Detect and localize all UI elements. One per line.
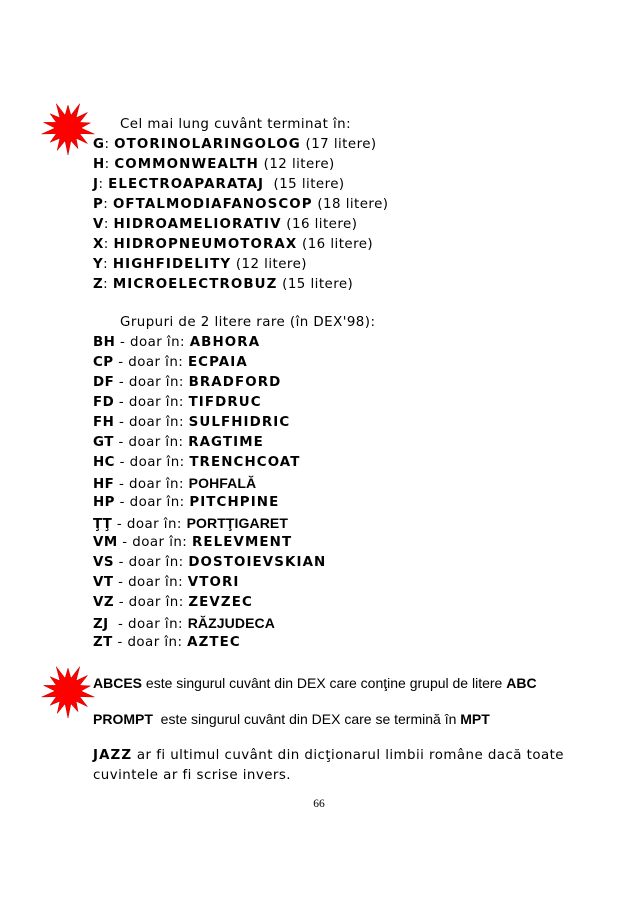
- list-item: HC - doar în: TRENCHCOAT: [93, 455, 301, 470]
- list-item: HP - doar în: PITCHPINE: [93, 495, 280, 510]
- list-item: P: OFTALMODIAFANOSCOP (18 litere): [93, 197, 389, 212]
- list-item: VS - doar în: DOSTOIEVSKIAN: [93, 555, 327, 570]
- list-item: FH - doar în: SULFHIDRIC: [93, 415, 291, 430]
- list-item: ŢŢ - doar în: PORTŢIGARET: [93, 515, 288, 532]
- list-item: X: HIDROPNEUMOTORAX (16 litere): [93, 237, 374, 252]
- list-item: Y: HIGHFIDELITY (12 litere): [93, 257, 307, 272]
- red-star-burst-icon: [40, 663, 96, 719]
- list-item: J: ELECTROAPARATAJ (15 litere): [93, 177, 345, 192]
- list-item: Z: MICROELECTROBUZ (15 litere): [93, 277, 354, 292]
- list-item: GT - doar în: RAGTIME: [93, 435, 264, 450]
- list-item: DF - doar în: BRADFORD: [93, 375, 282, 390]
- list-item: VZ - doar în: ZEVZEC: [93, 595, 253, 610]
- section1-heading: Cel mai lung cuvânt terminat în:: [120, 117, 352, 132]
- list-item: HF - doar în: POHFALĂ: [93, 475, 257, 492]
- list-item: G: OTORINOLARINGOLOG (17 litere): [93, 137, 377, 152]
- fact-jazz-continuation: cuvintele ar fi scrise invers.: [93, 768, 291, 783]
- list-item: VM - doar în: RELEVMENT: [93, 535, 293, 550]
- list-item: VT - doar în: VTORI: [93, 575, 240, 590]
- section2-heading: Grupuri de 2 litere rare (în DEX'98):: [120, 315, 376, 330]
- fact-jazz: JAZZ ar fi ultimul cuvânt din dicţionarul limbii române dacă toate: [93, 748, 565, 763]
- list-item: CP - doar în: ECPAIA: [93, 355, 248, 370]
- fact-prompt: PROMPT este singurul cuvânt din DEX care se termină în MPT: [93, 711, 490, 727]
- list-item: BH - doar în: ABHORA: [93, 335, 261, 350]
- fact-abces: ABCES este singurul cuvânt din DEX care conţine grupul de litere ABC: [93, 675, 537, 691]
- list-item: ZT - doar în: AZTEC: [93, 635, 241, 650]
- list-item: ZJ - doar în: RĂZJUDECA: [93, 615, 275, 632]
- list-item: V: HIDROAMELIORATIV (16 litere): [93, 217, 358, 232]
- red-star-burst-icon: [40, 100, 96, 156]
- list-item: FD - doar în: TIFDRUC: [93, 395, 262, 410]
- page-number: 66: [313, 798, 325, 810]
- list-item: H: COMMONWEALTH (12 litere): [93, 157, 335, 172]
